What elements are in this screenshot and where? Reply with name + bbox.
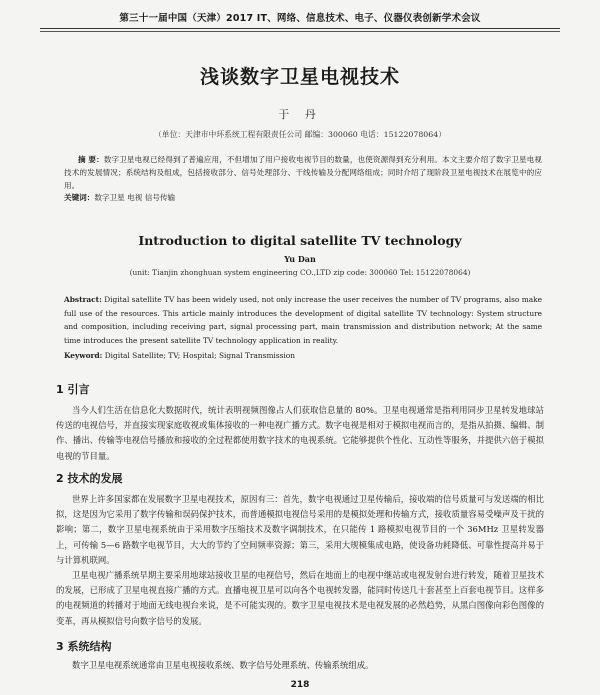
- abstract-chinese-text: 数字卫星电视已经得到了普遍应用，不但增加了用户接收电视节目的数量，也使资源得到充分利用。本文主要介绍了数字卫星电视技术的发展情况；系统结构及组成，包括接收部分、信号处理部分、干线传输及分配网络组成；同时介绍了现阶段卫星电视技术在展览中的应用。: [64, 155, 542, 190]
- section-paragraph: 数字卫星电视系统通常由卫星电视接收系统、数字信号处理系统、传输系统组成。: [72, 660, 374, 670]
- keywords-chinese-text: 数字卫星 电视 信号传输: [94, 193, 176, 202]
- keywords-english-text: Digital Satellite; TV; Hospital; Signal Transmission: [104, 351, 295, 360]
- author-chinese: 于 丹: [278, 108, 322, 121]
- abstract-english-label: Abstract:: [64, 295, 102, 304]
- title-english: Introduction to digital satellite TV technology: [138, 233, 462, 248]
- section-heading-introduction: 1 引言: [56, 383, 90, 396]
- abstract-english: [64, 293, 542, 347]
- keywords-chinese-label: 关键词：: [64, 193, 95, 202]
- abstract-chinese-label: 摘 要：: [78, 155, 104, 164]
- title-chinese: 浅谈数字卫星电视技术: [199, 66, 400, 88]
- abstract-chinese: [64, 153, 542, 192]
- section-paragraph: 卫星电视广播系统早期主要采用地球站接收卫星的电视信号，然后在地面上的电视中继站或电视发射台进行转发，随着卫星技术的发展，已形成了卫星电视直接广播的方式。直播电视卫星可以向各个电视转发器，能同时传送几十套甚至上百套电视节目。这样多的电视频道的转播对于地面无线电视台来说，是不可能实现的。数字卫星电视技术是电视发展的必然趋势，从黑白图像向彩色图像的变革，再从模拟信号向数字信号的发展。: [56, 570, 544, 626]
- affiliation-english: (unit: Tianjin zhonghuan system engineering CO.,LTD zip code: 300060 Tel: 15122078064): [129, 268, 471, 277]
- header-rule: [40, 28, 560, 29]
- affiliation-chinese: （单位：天津市中环系统工程有限责任公司 邮编：300060 电话：15122078064）: [153, 130, 446, 139]
- section-heading-development: 2 技术的发展: [56, 472, 123, 485]
- header-rule-thin: [40, 31, 560, 32]
- section-paragraph: 当今人们生活在信息化大数据时代，统计表明视频图像占人们获取信息量的 80%。卫星电视通常是指利用同步卫星转发地球站传送的电视信号，并直接实现家庭收视或集体接收的一种电视广播方式。数字电视是相对于模拟电视而言的，是指从拍摄、编辑、制作、播出、传输等电视信号播放和接收的全过程都使用数字技术的电视系统。它能够提供个性化、互动性等服务，并提供六倍于模拟电视的节目量。: [56, 405, 544, 461]
- abstract-english-text: Digital satellite TV has been widely used, not only increase the user receives the number of TV programs, also make full use of the resources. This article mainly introduces the development of digital satellite TV technology: System structure and composition, including receiving part, signal processing part, main transmission and distribution network; At the same time introduces the present satellite TV technology application in reality.: [64, 295, 542, 345]
- author-english: Yu Dan: [284, 254, 316, 264]
- keywords-chinese: [64, 192, 542, 203]
- section-paragraph: 世界上许多国家都在发展数字卫星电视技术，原因有三：首先，数字电视通过卫星传输后，接收端的信号质量可与发送端的相比拟，这是因为它采用了数字传输和误码保护技术，而普通模拟电视信号采用的是模拟处理和传输方式，接收质量容易受噪声及干扰的影响；第二，数字卫星电视系统由于采用数字压缩技术及数字调制技术，在只能传 1 路模拟电视节目的一个 36MHz 卫星转发器上，可传输 5—6 路数字电视节目，大大的节约了空间频率资源；第三，采用大规模集成电路，使设备功耗降低、可靠性提高并易于与计算机联网。: [56, 494, 544, 565]
- keywords-english-label: Keyword:: [64, 351, 103, 360]
- section-heading-system-structure: 3 系统结构: [56, 640, 112, 653]
- running-header: 第三十一届中国（天津）2017 IT、网络、信息技术、电子、仪器仪表创新学术会议: [119, 13, 481, 24]
- page-number: 218: [290, 680, 310, 690]
- keywords-english: [64, 351, 542, 360]
